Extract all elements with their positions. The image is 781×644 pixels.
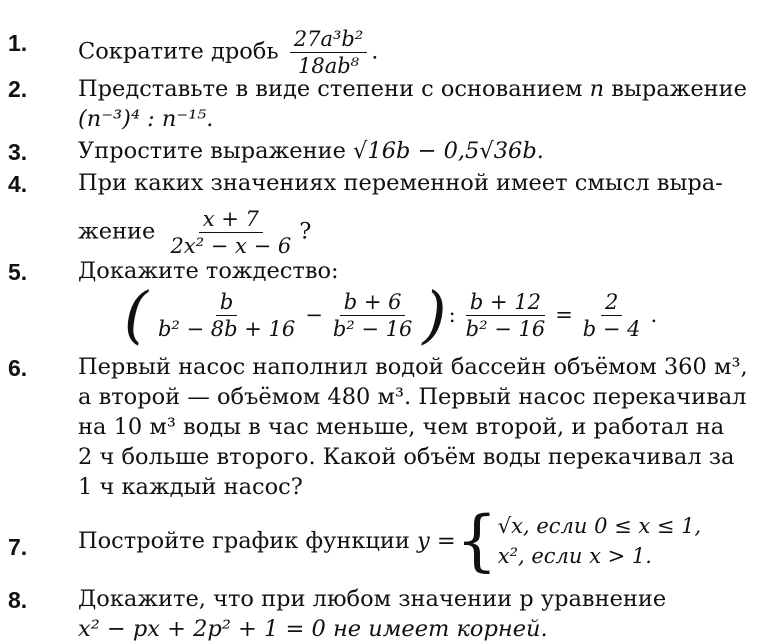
- problem-number: 7.: [8, 534, 28, 560]
- problem-text: Упростите выражение: [78, 138, 346, 164]
- expression: √16b − 0,5√36b.: [353, 138, 544, 164]
- problem-line: на 10 м³ воды в час меньше, чем второй, и работал на: [78, 414, 725, 440]
- fraction-numerator: 27a³b²: [290, 26, 368, 53]
- problem-number: 1.: [8, 30, 28, 56]
- problem-line: 1 ч каждый насос?: [78, 474, 303, 500]
- problem-number: 5.: [8, 259, 28, 285]
- fraction-denominator: 2x² − x − 6: [170, 234, 292, 258]
- problem-text: Сократите дробь: [78, 38, 279, 65]
- identity-equation: ( $\frac{b}{\text{b² − 8b + 16}}$ − $\frac{b + 6}{\text{b² − 16}}$ ) : $\frac{b + 12}{\text{b² − 16}}$ = $\frac{2}{b - 4}$ .: [123, 278, 658, 351]
- fraction: [166, 206, 295, 259]
- problem-number: 8.: [8, 587, 28, 613]
- problem-text: Постройте график функции: [78, 528, 410, 554]
- problem-number: 3.: [8, 139, 28, 165]
- piecewise-cases: √x, если 0 ≤ x ≤ 1, x², если x > 1.: [497, 514, 702, 568]
- problem-number: 6.: [8, 355, 28, 381]
- fraction: [290, 26, 368, 79]
- problem-number: 4.: [8, 171, 28, 197]
- problem-line: а второй — объёмом 480 м³. Первый насос перекачивал: [78, 384, 747, 410]
- problem-text: Представьте в виде степени с основанием: [78, 76, 583, 102]
- fraction-numerator: x + 7: [199, 206, 263, 233]
- problem-line: 2 ч больше второго. Какой объём воды перекачивал за: [78, 444, 735, 470]
- problem-text: Докажите тождество:: [78, 258, 339, 284]
- problem-number: 2.: [8, 76, 28, 102]
- problem-text: При каких значениях переменной имеет смысл выра-: [78, 170, 723, 196]
- problem-line: Первый насос наполнил водой бассейн объёмом 360 м³,: [78, 354, 748, 380]
- problem-1: 1. Сократите дробь $\frac{\text{27a³b²}}{\text{18ab⁸}}$ .: [8, 27, 379, 78]
- problem-text: Докажите, что при любом значении p уравнение: [78, 586, 667, 612]
- expression: (n⁻³)⁴ : n⁻¹⁵.: [78, 106, 214, 132]
- expression: x² − px + 2p² + 1 = 0 не имеет корней.: [78, 616, 548, 642]
- fraction-denominator: 18ab⁸: [297, 54, 360, 78]
